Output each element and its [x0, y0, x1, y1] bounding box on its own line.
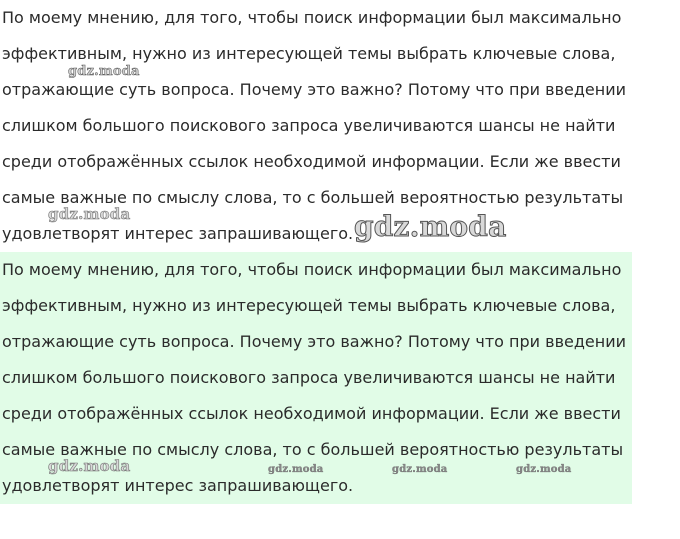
text-line: самые важные по смыслу слова, то с большей вероятностью результаты	[2, 188, 624, 207]
text-line: отражающие суть вопроса. Почему это важно? Потому что при введении	[2, 332, 627, 351]
watermark: gdz.moda	[268, 464, 324, 475]
text-line: По моему мнению, для того, чтобы поиск информации был максимально	[2, 260, 622, 279]
text-line: отражающие суть вопроса. Почему это важно? Потому что при введении	[2, 80, 627, 99]
text-line: удовлетворят интерес запрашивающего.	[2, 224, 354, 243]
watermark: gdz.moda	[48, 205, 131, 223]
watermark: gdz.moda	[354, 210, 507, 243]
watermark: gdz.moda	[68, 64, 140, 79]
text-line: самые важные по смыслу слова, то с большей вероятностью результаты	[2, 440, 624, 459]
watermark: gdz.moda	[516, 464, 572, 475]
text-line: слишком большого поискового запроса увеличиваются шансы не найти	[2, 368, 616, 387]
text-line: среди отображённых ссылок необходимой информации. Если же ввести	[2, 152, 621, 171]
watermark: gdz.moda	[48, 457, 131, 475]
text-line: эффективным, нужно из интересующей темы выбрать ключевые слова,	[2, 296, 616, 315]
text-line: По моему мнению, для того, чтобы поиск информации был максимально	[2, 8, 622, 27]
text-line: слишком большого поискового запроса увеличиваются шансы не найти	[2, 116, 616, 135]
text-line: среди отображённых ссылок необходимой информации. Если же ввести	[2, 404, 621, 423]
watermark: gdz.moda	[392, 464, 448, 475]
text-line: удовлетворят интерес запрашивающего.	[2, 476, 354, 495]
text-line: эффективным, нужно из интересующей темы выбрать ключевые слова,	[2, 44, 616, 63]
